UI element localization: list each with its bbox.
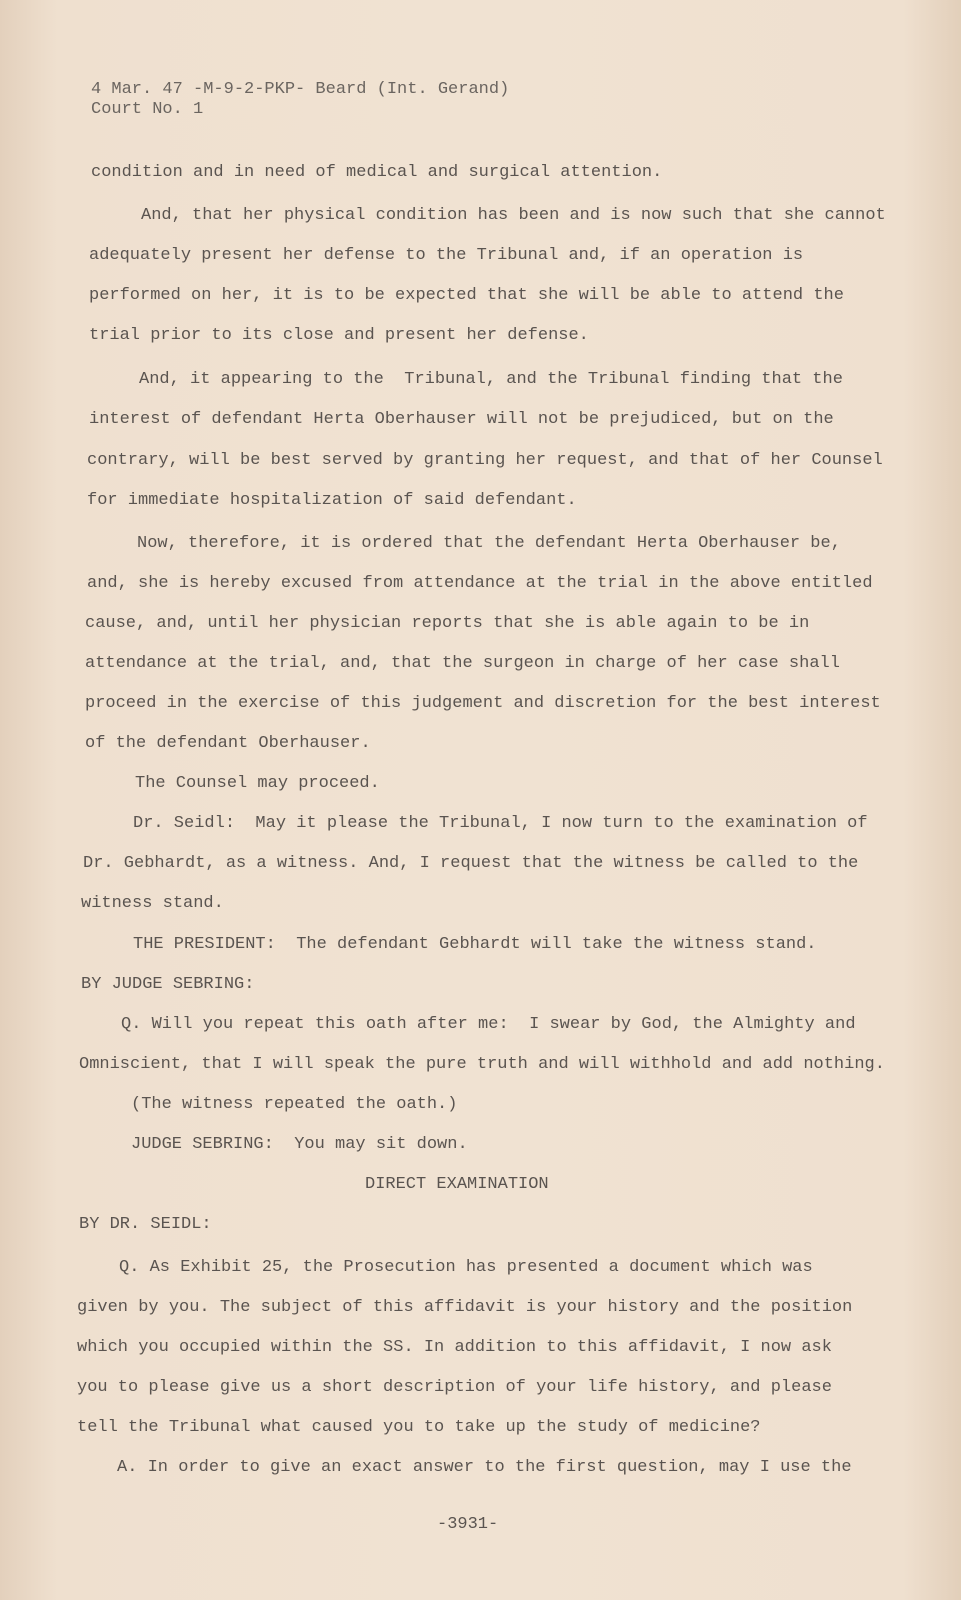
text-line: Dr. Gebhardt, as a witness. And, I request that the witness be called to the [83, 854, 859, 873]
text-line: you to please give us a short description of your life history, and please [77, 1378, 832, 1397]
text-line: tell the Tribunal what caused you to take up the study of medicine? [77, 1418, 761, 1437]
text-line: performed on her, it is to be expected that she will be able to attend the [89, 286, 844, 305]
text-line: The Counsel may proceed. [135, 774, 380, 793]
text-line: which you occupied within the SS. In addition to this affidavit, I now ask [77, 1338, 832, 1357]
text-line: cause, and, until her physician reports that she is able again to be in [85, 614, 810, 633]
text-line: given by you. The subject of this affidavit is your history and the position [77, 1298, 853, 1317]
text-line: adequately present her defense to the Tribunal and, if an operation is [89, 246, 804, 265]
text-line: and, she is hereby excused from attendance at the trial in the above entitled [87, 574, 873, 593]
text-line: contrary, will be best served by granting her request, and that of her Counsel [87, 451, 883, 470]
text-line: trial prior to its close and present her defense. [89, 326, 589, 345]
text-line: Q. Will you repeat this oath after me: I swear by God, the Almighty and [121, 1015, 856, 1034]
text-line: attendance at the trial, and, that the surgeon in charge of her case shall [85, 654, 840, 673]
text-line: Q. As Exhibit 25, the Prosecution has presented a document which was [119, 1258, 813, 1277]
text-line: Now, therefore, it is ordered that the defendant Herta Oberhauser be, [137, 534, 841, 553]
text-line: BY DR. SEIDL: [79, 1215, 212, 1234]
text-line: Omniscient, that I will speak the pure truth and will withhold and add nothing. [79, 1055, 885, 1074]
text-line: of the defendant Oberhauser. [85, 734, 371, 753]
text-line: (The witness repeated the oath.) [131, 1095, 458, 1114]
text-line: Dr. Seidl: May it please the Tribunal, I now turn to the examination of [133, 814, 868, 833]
header-line-1: 4 Mar. 47 -M-9-2-PKP- Beard (Int. Gerand) [91, 80, 510, 99]
text-line: interest of defendant Herta Oberhauser will not be prejudiced, but on the [89, 410, 834, 429]
header-line-2: Court No. 1 [91, 100, 204, 119]
text-line: witness stand. [81, 894, 224, 913]
text-line: And, that her physical condition has been and is now such that she cannot [141, 206, 886, 225]
text-line: BY JUDGE SEBRING: [81, 975, 255, 994]
text-line: THE PRESIDENT: The defendant Gebhardt will take the witness stand. [133, 935, 817, 954]
section-heading: DIRECT EXAMINATION [365, 1175, 549, 1194]
text-line: condition and in need of medical and surgical attention. [91, 163, 663, 182]
text-line: JUDGE SEBRING: You may sit down. [131, 1135, 468, 1154]
text-line: A. In order to give an exact answer to the first question, may I use the [117, 1458, 852, 1477]
text-line: And, it appearing to the Tribunal, and the Tribunal finding that the [139, 370, 843, 389]
text-line: for immediate hospitalization of said defendant. [87, 491, 577, 510]
page-number: -3931- [437, 1515, 499, 1534]
text-line: proceed in the exercise of this judgement and discretion for the best interest [85, 694, 881, 713]
